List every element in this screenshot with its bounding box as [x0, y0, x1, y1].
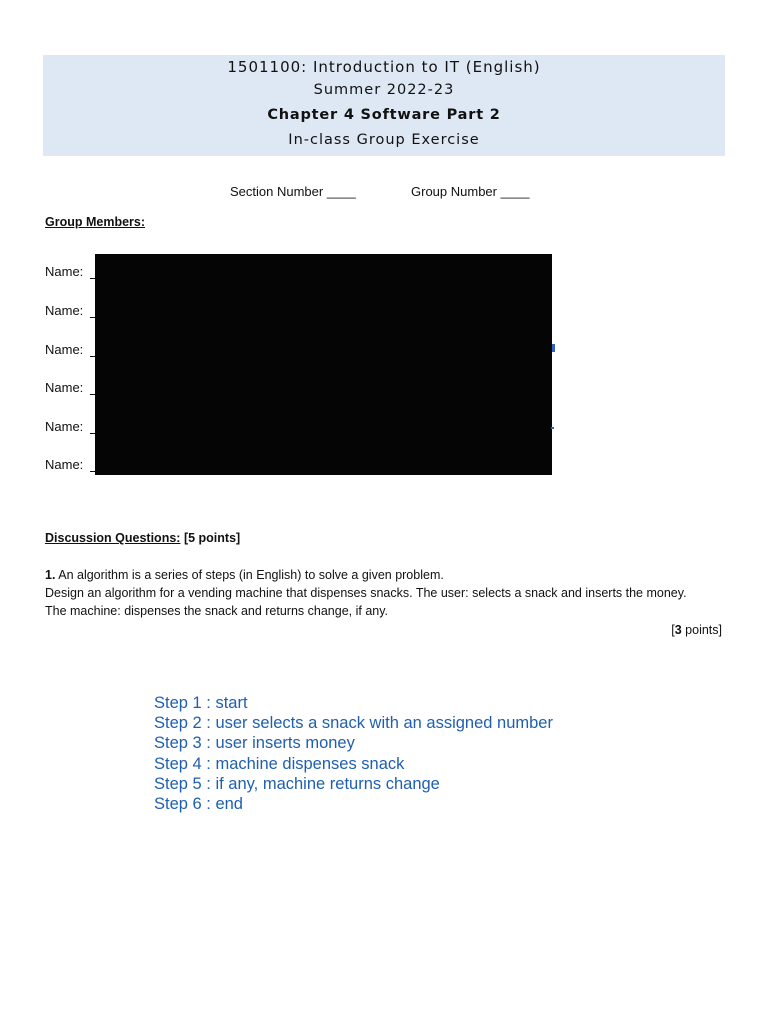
- answer-step: Step 1 : start: [154, 694, 248, 712]
- points-number: 3: [674, 623, 682, 637]
- discussion-heading-label: Discussion Questions:: [45, 531, 181, 545]
- points-open: [: [671, 623, 675, 637]
- redaction-block: [95, 254, 552, 475]
- name-label-2: Name:: [45, 303, 84, 318]
- discussion-heading: [45, 531, 240, 545]
- answer-step: Step 2 : user selects a snack with an assigned number: [154, 714, 553, 733]
- course-title: 1501100: Introduction to IT (English): [227, 58, 541, 76]
- name-label-3: Name:: [45, 342, 84, 357]
- redaction-edge-mark: [551, 427, 554, 429]
- question-1-line-1: [45, 568, 444, 582]
- exercise-label: In-class Group Exercise: [288, 132, 480, 148]
- answer-step: Step 6 : end: [154, 795, 243, 814]
- points-close: points]: [681, 623, 722, 637]
- question-1-text: An algorithm is a series of steps (in English) to solve a given problem.: [58, 568, 444, 582]
- answer-step: Step 5 : if any, machine returns change: [154, 774, 440, 793]
- name-label-6: Name:: [45, 457, 84, 472]
- answer-steps: [154, 693, 553, 814]
- section-number-field: Section Number ____: [230, 184, 356, 199]
- name-label-1: Name:: [45, 264, 84, 279]
- question-1-points: [671, 623, 722, 637]
- name-label-4: Name:: [45, 380, 84, 395]
- question-1-line-3: The machine: dispenses the snack and returns change, if any.: [45, 604, 389, 618]
- question-1-line-2: Design an algorithm for a vending machine that dispenses snacks. The user: selects a snack and inserts the money.: [45, 586, 687, 600]
- name-label-5: Name:: [45, 419, 84, 434]
- header-banner: [43, 55, 725, 156]
- redaction-edge-mark: [552, 344, 555, 352]
- term-label: Summer 2022-23: [313, 82, 455, 98]
- answer-step: Step 4 : machine dispenses snack: [154, 754, 405, 773]
- question-number: 1.: [45, 568, 56, 582]
- discussion-points: [5 points]: [183, 531, 241, 545]
- answer-step: Step 3 : user inserts money: [154, 734, 355, 753]
- chapter-title: Chapter 4 Software Part 2: [267, 107, 501, 123]
- group-number-field: Group Number ____: [411, 184, 530, 199]
- group-members-heading: Group Members:: [45, 215, 146, 229]
